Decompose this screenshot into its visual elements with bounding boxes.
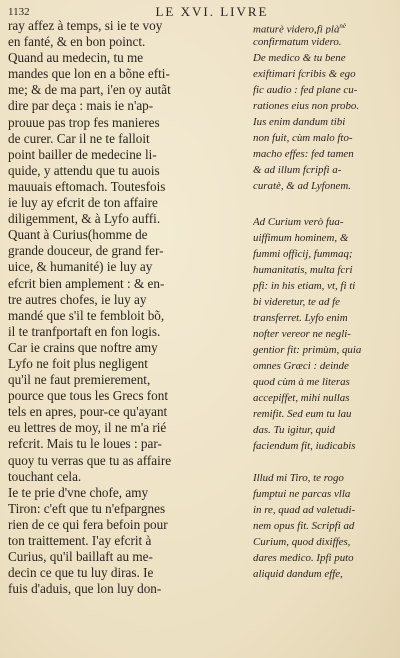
french-text-line: Ie te prie d'vne chofe, amy: [8, 484, 149, 500]
latin-text-line: maturè videro,fi plà$^{nè}$: [253, 22, 347, 34]
french-text-line: Quand au medecin, tu me: [8, 50, 144, 66]
latin-block: [253, 214, 397, 454]
french-text-line: prouue pas trop fes manieres: [8, 114, 160, 130]
french-text-line: en fanté, & en bon poinct.: [8, 34, 146, 50]
latin-text-line: bi videretur, te ad fe: [253, 296, 341, 308]
french-text-line: ray affez à temps, si ie te voy: [8, 18, 163, 33]
french-text-line: tels en apres, pour-ce qu'ayant: [8, 404, 168, 420]
latin-text-line: & ad illum fcripfi a-: [253, 164, 342, 176]
latin-text-line: exiftimari fcribis & ego: [253, 68, 356, 80]
french-text-line: il te tranfportaft en fon logis.: [8, 323, 161, 339]
latin-text-line: pfi: in his etiam, vt, fi ti: [253, 280, 356, 292]
latin-text-line: das. Tu igitur, quid: [253, 424, 336, 436]
latin-text-line: Ius enim dandum tibi: [253, 116, 346, 128]
french-text-line: ie luy ay efcrit de ton affaire: [8, 195, 158, 211]
latin-block: [253, 18, 397, 194]
latin-text-line: curatè, & ad Lyfonem.: [253, 180, 351, 192]
french-text-line: grande douceur, de grand fer-: [8, 243, 164, 259]
french-text-line: Curius, qu'il baillaft au me-: [8, 549, 153, 565]
latin-text-line: quod cùm à me literas: [253, 376, 350, 388]
french-text-line: Quant à Curius(homme de: [8, 227, 148, 243]
latin-text-line: in re, quad ad valetudi-: [253, 504, 356, 516]
latin-text-line: transferret. Lyfo enim: [253, 312, 348, 324]
latin-text-line: gentior fit: primùm, quia: [253, 344, 362, 356]
latin-text-line: Curium, quod dixiffes,: [253, 536, 351, 548]
french-text-line: mauuais eftomach. Toutesfois: [8, 178, 166, 194]
french-text-line: ton traittement. I'ay efcrit à: [8, 533, 152, 548]
latin-text-line: confirmatum videro.: [253, 36, 342, 48]
latin-text-line: nem opus fit. Scripfi ad: [253, 520, 355, 532]
french-text-line: fuis d'aduis, que lon luy don-: [8, 581, 162, 597]
latin-column: [253, 18, 397, 582]
french-text-line: efcrit bien amplement : & en-: [8, 275, 165, 291]
latin-text-line: uiffimum hominem, &: [253, 232, 349, 244]
running-title: LE XVI. LIVRE: [155, 4, 269, 19]
latin-text-line: faciendum fit, iudicabis: [253, 440, 356, 452]
french-text-line: de curer. Car il ne te falloit: [8, 130, 150, 146]
french-text-line: quide, y attendu que tu auois: [8, 162, 160, 178]
latin-text-line: Ad Curium verò fua-: [253, 216, 344, 228]
french-text-line: qu'il ne faut premierement,: [8, 372, 151, 388]
page-number: 1132: [8, 6, 30, 18]
french-text-line: mandes que lon en a bõne efti-: [8, 66, 170, 82]
latin-text-line: remifit. Sed eum tu lau: [253, 408, 352, 420]
french-text-line: rien de ce qui fera befoin pour: [8, 516, 168, 532]
latin-text-line: nofter vereor ne negli-: [253, 328, 351, 340]
french-text-line: refcrit. Mais tu le loues : par-: [8, 436, 162, 452]
french-text-line: Car ie crains que noftre amy: [8, 339, 158, 355]
french-text-line: uice, & humanité) ie luy ay: [8, 259, 153, 275]
latin-text-line: accepiffet, mihi nullas: [253, 392, 350, 404]
french-text-line: pource que tous les Grecs font: [8, 388, 169, 404]
latin-text-line: De medico & tu bene: [253, 52, 346, 64]
latin-block: [253, 470, 397, 582]
latin-text-line: omnes Græci : deinde: [253, 360, 349, 372]
latin-text-line: aliquid dandum effe,: [253, 568, 343, 580]
latin-text-line: rationes eius non probo.: [253, 100, 360, 112]
french-text-line: eu lettres de moy, il ne m'a rié: [8, 420, 167, 436]
latin-text-line: dares medico. Ipfi puto: [253, 552, 354, 564]
french-text-line: point bailler de medecine li-: [8, 146, 157, 162]
french-text-line: dire par deça : mais ie n'ap-: [8, 98, 154, 114]
french-text-line: mandé que s'il te fembloit bõ,: [8, 307, 165, 323]
latin-text-line: macho effes: fed tamen: [253, 148, 354, 160]
french-text-line: Tiron: c'eft que tu n'efpargnes: [8, 500, 166, 516]
french-text-line: touchant cela.: [8, 468, 82, 484]
latin-text-line: fumptui ne parcas vlla: [253, 488, 351, 500]
latin-text-line: non fuit, cùm malo fto-: [253, 132, 353, 144]
french-column: [8, 18, 246, 597]
latin-text-line: fummi officij, fummaq;: [253, 248, 353, 260]
latin-text-line: fic audio : fed plane cu-: [253, 84, 358, 96]
french-text-line: Lyfo ne foit plus negligent: [8, 355, 148, 371]
french-text-line: me; & de ma part, i'en oy autãt: [8, 82, 171, 98]
french-text-line: decin ce que tu luy diras. Ie: [8, 565, 154, 581]
french-text-line: diligemment, & à Lyfo auffi.: [8, 211, 161, 227]
latin-text-line: humanitatis, multa fcri: [253, 264, 353, 276]
french-text-line: quoy tu verras que tu as affaire: [8, 452, 172, 468]
french-text-line: tre autres chofes, ie luy ay: [8, 291, 147, 307]
latin-text-line: Illud mi Tiro, te rogo: [253, 472, 344, 484]
